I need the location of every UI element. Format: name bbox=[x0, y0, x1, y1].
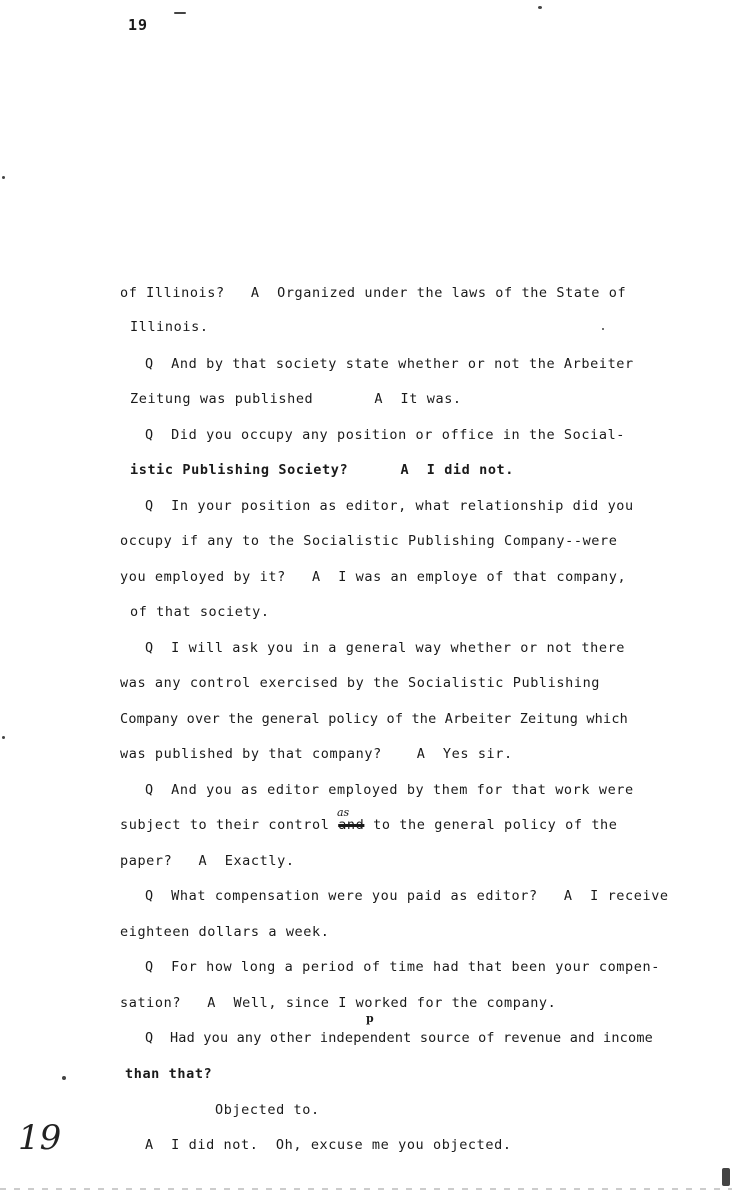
ink-speck bbox=[2, 176, 5, 179]
text-line-2: Illinois. bbox=[130, 319, 209, 335]
inserted-word: as bbox=[337, 806, 350, 819]
text-line-7: Q In your position as editor, what relationship did you bbox=[145, 498, 634, 514]
text-line-3: Q And by that society state whether or not the Arbeiter bbox=[145, 356, 634, 372]
ink-speck bbox=[538, 6, 542, 9]
text-line-23: than that? bbox=[125, 1066, 213, 1082]
text-line-9: you employed by it? A I was an employe of that company, bbox=[120, 569, 627, 585]
text-line-19: eighteen dollars a week. bbox=[120, 924, 330, 940]
ink-speck bbox=[722, 1168, 730, 1186]
page-number-top: 19 bbox=[128, 16, 149, 34]
text-line-4: Zeitung was published A It was. bbox=[130, 391, 462, 407]
text-line-17: paper? A Exactly. bbox=[120, 853, 295, 869]
text-line-25: A I did not. Oh, excuse me you objected. bbox=[145, 1137, 512, 1153]
text-line-13: Company over the general policy of the Arbeiter Zeitung which bbox=[120, 711, 628, 727]
text-line-8: occupy if any to the Socialistic Publishing Company--were bbox=[120, 533, 618, 549]
text-line-16-start: subject to their control bbox=[120, 817, 330, 833]
text-line-22: Q Had you any other independent source of revenue and income bbox=[145, 1030, 653, 1046]
text-line-12: was any control exercised by the Socialistic Publishing bbox=[120, 675, 601, 691]
text-line-24: Objected to. bbox=[215, 1102, 320, 1118]
ink-speck bbox=[2, 736, 5, 739]
text-line-18: Q What compensation were you paid as editor? A I receive bbox=[145, 888, 669, 904]
text-line-15: Q And you as editor employed by them for that work were bbox=[145, 782, 634, 798]
text-line-21: sation? A Well, since I worked for the company. bbox=[120, 995, 557, 1011]
text-line-16 bbox=[120, 816, 618, 834]
text-line-11: Q I will ask you in a general way whether or not there bbox=[145, 640, 626, 656]
handwritten-page-number: 19 bbox=[18, 1118, 62, 1158]
text-line-20: Q For how long a period of time had that been your compen- bbox=[145, 959, 660, 975]
text-line-5: Q Did you occupy any position or office in the Social- bbox=[145, 427, 626, 443]
text-line-14: was published by that company? A Yes sir. bbox=[120, 746, 513, 762]
scan-edge bbox=[0, 1188, 732, 1190]
ink-speck bbox=[602, 328, 604, 330]
text-line-1: of Illinois? A Organized under the laws of the State of bbox=[120, 285, 627, 301]
text-line-16-end: to the general policy of the bbox=[373, 817, 618, 833]
struck-word: and bbox=[338, 817, 365, 833]
text-line-6: istic Publishing Society? A I did not. bbox=[130, 462, 515, 478]
ink-speck bbox=[174, 12, 186, 14]
ink-speck bbox=[62, 1076, 66, 1080]
text-line-10: of that society. bbox=[130, 604, 270, 620]
inserted-letter: p bbox=[366, 1012, 374, 1025]
